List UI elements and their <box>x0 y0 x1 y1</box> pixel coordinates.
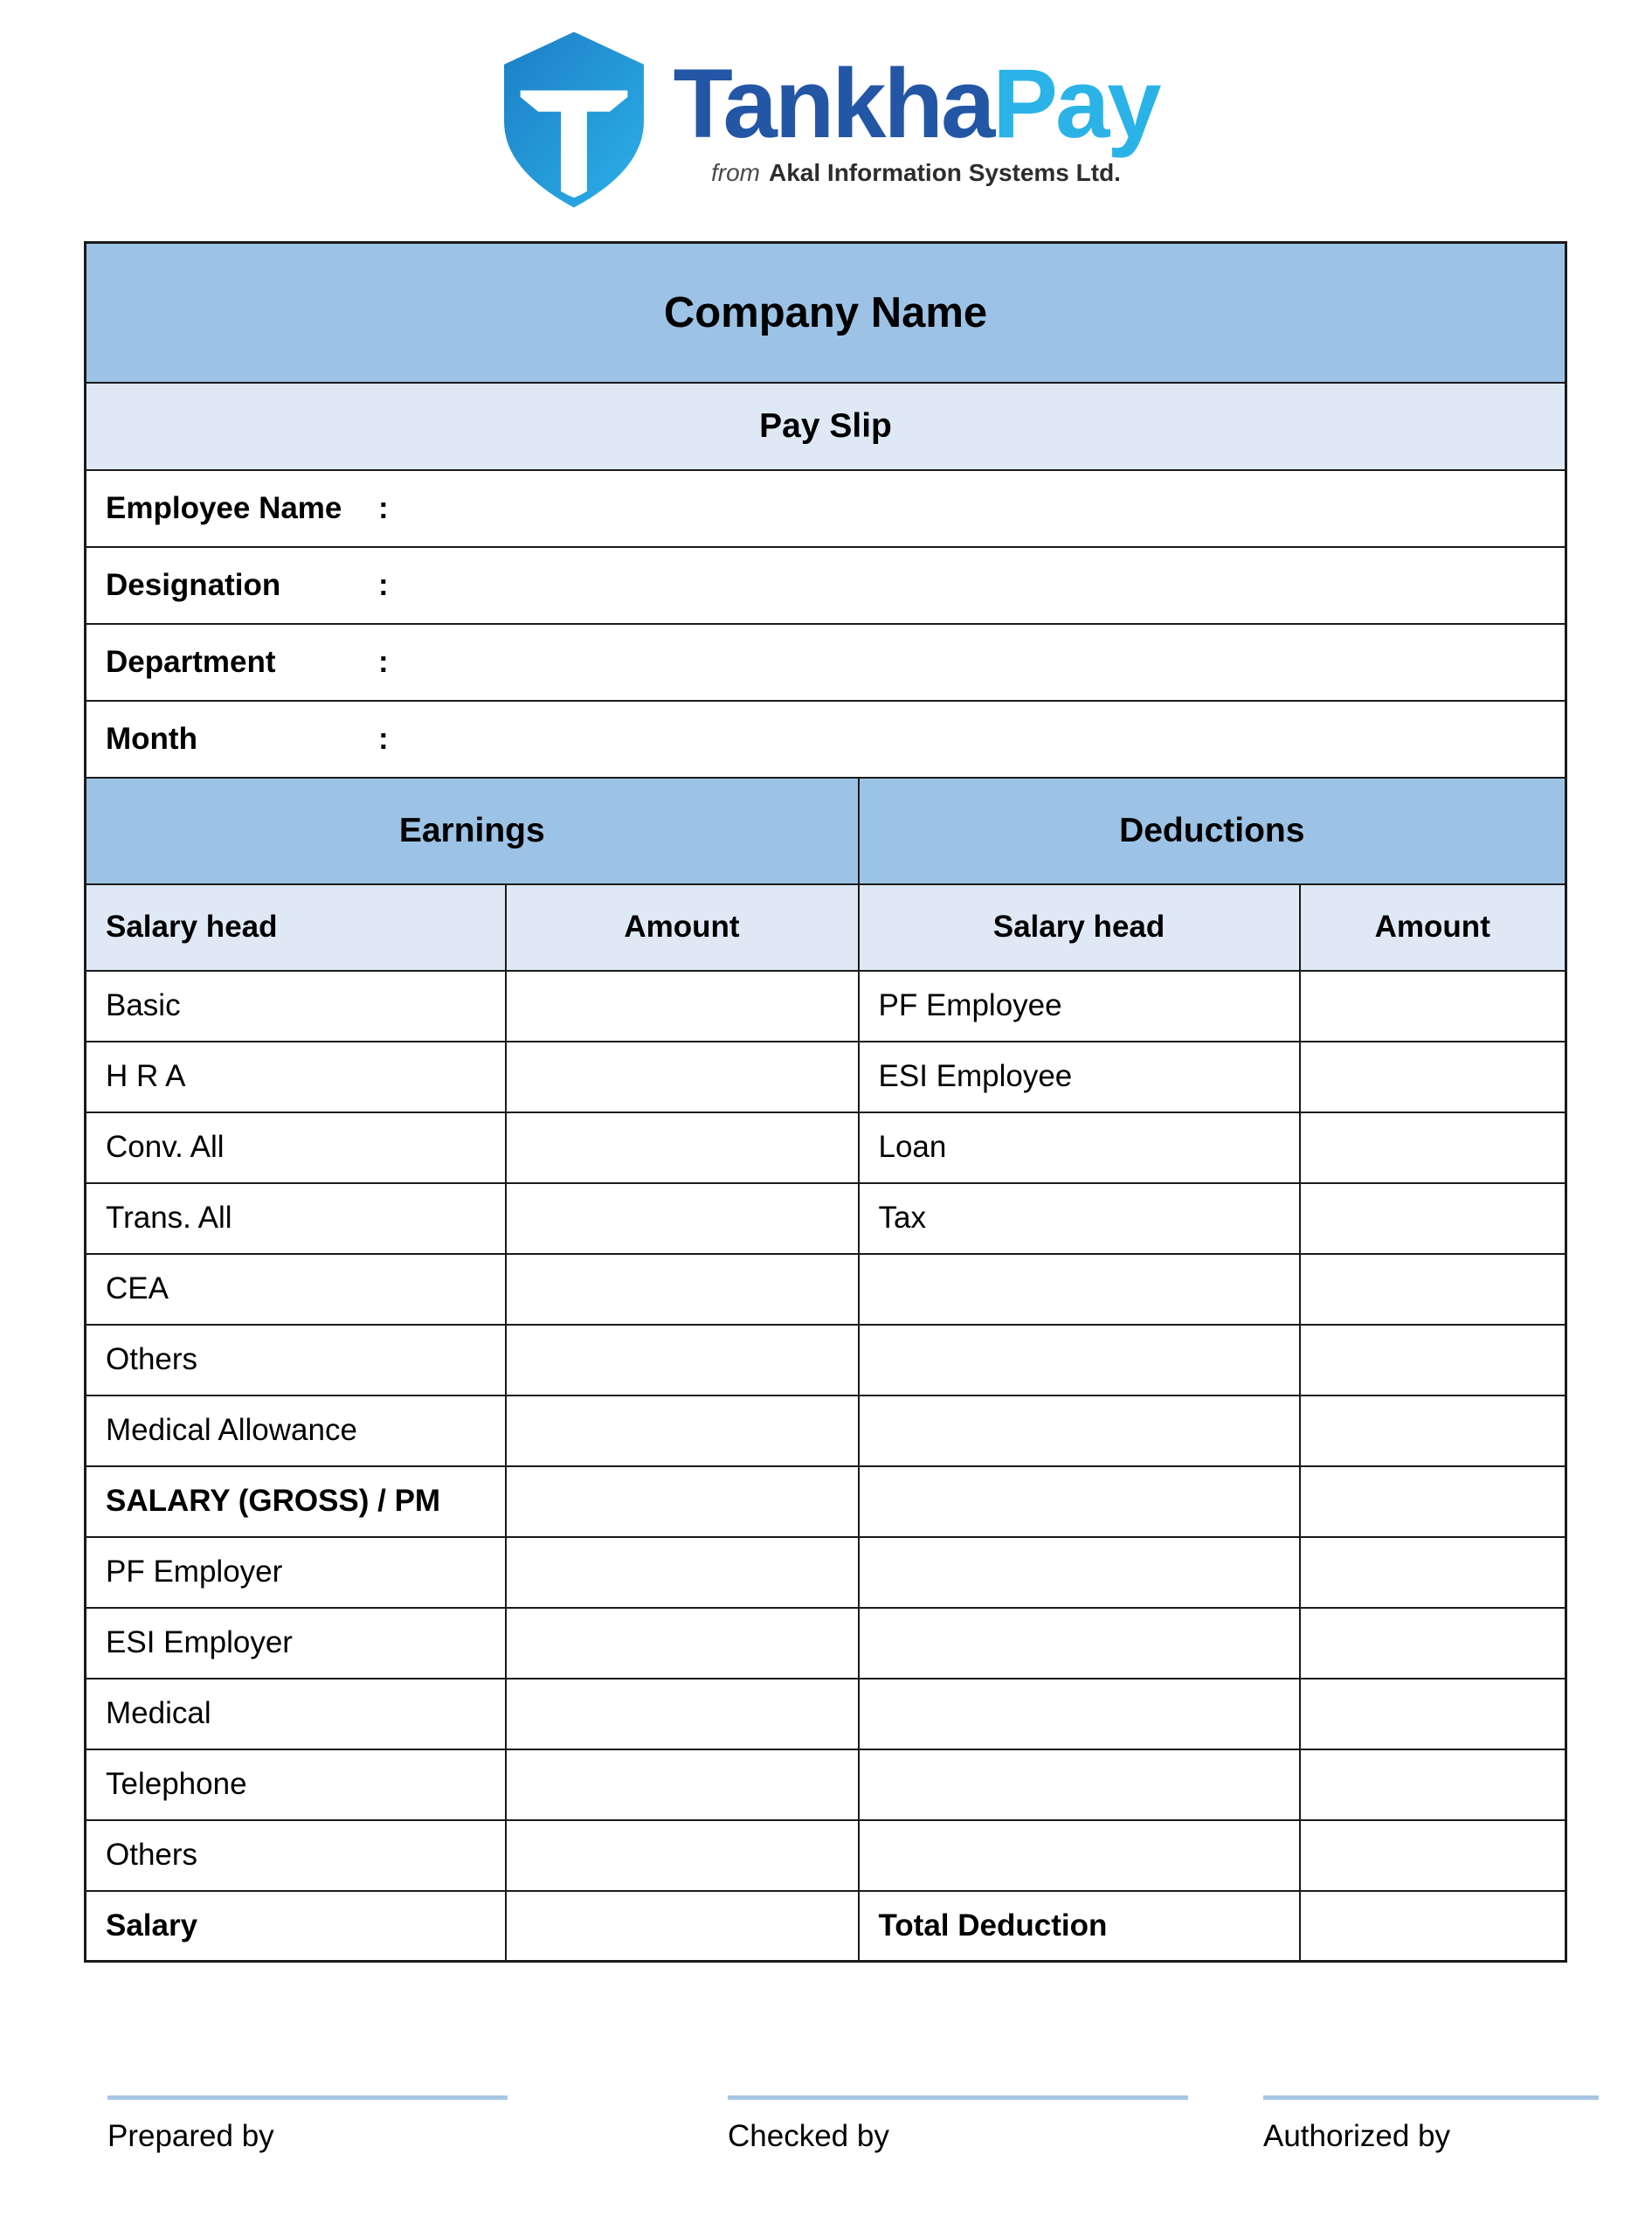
authorized-by-label: Authorized by <box>1263 2119 1451 2153</box>
deduction-amount-cell <box>1300 1183 1566 1254</box>
deduction-amount-cell <box>1300 1112 1566 1183</box>
deduction-amount-cell <box>1300 1608 1566 1679</box>
earning-head-cell: Telephone <box>86 1749 506 1820</box>
month-label: Month <box>106 721 197 756</box>
earning-head-cell: Others <box>86 1325 506 1396</box>
earnings-amount-header: Amount <box>506 884 859 971</box>
table-row <box>86 1749 1566 1820</box>
brand-name-secondary: Pay <box>992 49 1159 159</box>
deduction-head-cell <box>859 1325 1300 1396</box>
totals-row <box>86 1891 1566 1962</box>
deduction-amount-cell <box>1300 1466 1566 1537</box>
deduction-head-cell: PF Employee <box>859 971 1300 1042</box>
designation-row <box>86 547 1566 624</box>
table-row <box>86 1183 1566 1254</box>
deduction-head-cell <box>859 1537 1300 1608</box>
table-row <box>86 1325 1566 1396</box>
deduction-head-cell: Tax <box>859 1183 1300 1254</box>
table-row <box>86 1537 1566 1608</box>
earning-amount-cell <box>506 1254 859 1325</box>
deduction-head-cell: Loan <box>859 1112 1300 1183</box>
company-name-title: Company Name <box>86 243 1566 383</box>
checked-by-label: Checked by <box>728 2119 889 2153</box>
employee-name-label: Employee Name <box>106 490 342 525</box>
month-cell <box>86 701 1566 778</box>
brand-wordmark <box>673 49 1159 159</box>
earning-head-cell: PF Employer <box>86 1537 506 1608</box>
table-row <box>86 1042 1566 1112</box>
department-colon: : <box>378 644 389 679</box>
earning-amount-cell <box>506 1679 859 1749</box>
signature-line <box>728 2095 1188 2100</box>
table-row <box>86 1112 1566 1183</box>
signature-block-checked <box>728 2095 1188 2154</box>
table-row <box>86 1608 1566 1679</box>
table-row <box>86 971 1566 1042</box>
tagline-company: Akal Information Systems Ltd. <box>769 158 1121 186</box>
earning-amount-cell <box>506 1042 859 1112</box>
signature-block-prepared <box>107 2095 508 2154</box>
deduction-head-cell <box>859 1820 1300 1891</box>
table-row <box>86 1820 1566 1891</box>
department-label: Department <box>106 644 276 679</box>
month-row <box>86 701 1566 778</box>
earning-head-cell: H R A <box>86 1042 506 1112</box>
total-deduction-amount-cell <box>1300 1891 1566 1962</box>
deductions-amount-header: Amount <box>1300 884 1566 971</box>
earning-amount-cell <box>506 1183 859 1254</box>
signature-line <box>1263 2095 1599 2100</box>
earning-amount-cell <box>506 1396 859 1466</box>
payslip-title: Pay Slip <box>86 383 1566 470</box>
earning-amount-cell <box>506 1820 859 1891</box>
employee-name-row <box>86 470 1566 547</box>
earning-head-cell: Trans. All <box>86 1183 506 1254</box>
earning-amount-cell <box>506 1112 859 1183</box>
designation-label: Designation <box>106 567 281 602</box>
earnings-salary-head-header: Salary head <box>86 884 506 971</box>
earning-head-cell: CEA <box>86 1254 506 1325</box>
department-cell <box>86 624 1566 701</box>
department-row <box>86 624 1566 701</box>
table-row <box>86 1396 1566 1466</box>
deduction-amount-cell <box>1300 1820 1566 1891</box>
company-header-row <box>86 243 1566 383</box>
designation-cell <box>86 547 1566 624</box>
column-header-row <box>86 884 1566 971</box>
brand-name-primary: Tankha <box>673 49 993 159</box>
table-row <box>86 1254 1566 1325</box>
payslip-title-row <box>86 383 1566 470</box>
payslip-table <box>84 241 1567 1963</box>
employee-name-cell <box>86 470 1566 547</box>
deduction-amount-cell <box>1300 1679 1566 1749</box>
deduction-amount-cell <box>1300 1325 1566 1396</box>
table-row <box>86 1466 1566 1537</box>
deduction-head-cell <box>859 1608 1300 1679</box>
signature-block-authorized <box>1263 2095 1599 2154</box>
deduction-head-cell <box>859 1749 1300 1820</box>
earning-head-cell: Medical Allowance <box>86 1396 506 1466</box>
section-header-row <box>86 778 1566 884</box>
tagline-prefix: from <box>711 158 760 186</box>
salary-total-head-cell: Salary <box>86 1891 506 1962</box>
earning-amount-cell <box>506 1325 859 1396</box>
earning-head-cell: Medical <box>86 1679 506 1749</box>
brand-text-block <box>673 49 1159 187</box>
signature-line <box>107 2095 508 2100</box>
table-row <box>86 1679 1566 1749</box>
deduction-amount-cell <box>1300 1537 1566 1608</box>
earning-amount-cell <box>506 971 859 1042</box>
deduction-head-cell <box>859 1396 1300 1466</box>
earning-amount-cell <box>506 1537 859 1608</box>
earning-head-cell: Basic <box>86 971 506 1042</box>
salary-total-amount-cell <box>506 1891 859 1962</box>
earning-amount-cell <box>506 1749 859 1820</box>
deduction-head-cell: ESI Employee <box>859 1042 1300 1112</box>
deduction-amount-cell <box>1300 1042 1566 1112</box>
earning-head-cell: Others <box>86 1820 506 1891</box>
deductions-salary-head-header: Salary head <box>859 884 1300 971</box>
brand-logo <box>0 30 1652 210</box>
deduction-amount-cell <box>1300 971 1566 1042</box>
deductions-section-header: Deductions <box>859 778 1566 884</box>
earning-amount-cell <box>506 1608 859 1679</box>
brand-tagline <box>711 159 1121 187</box>
earnings-section-header: Earnings <box>86 778 859 884</box>
deduction-head-cell <box>859 1254 1300 1325</box>
deduction-amount-cell <box>1300 1396 1566 1466</box>
deduction-amount-cell <box>1300 1254 1566 1325</box>
prepared-by-label: Prepared by <box>107 2119 274 2153</box>
tankhapay-shield-icon <box>493 30 655 210</box>
earning-head-cell: Conv. All <box>86 1112 506 1183</box>
designation-colon: : <box>378 567 389 602</box>
total-deduction-head-cell: Total Deduction <box>859 1891 1300 1962</box>
deduction-amount-cell <box>1300 1749 1566 1820</box>
employee-name-colon: : <box>378 490 389 525</box>
gross-salary-head-cell: SALARY (GROSS) / PM <box>86 1466 506 1537</box>
earning-head-cell: ESI Employer <box>86 1608 506 1679</box>
month-colon: : <box>378 721 389 756</box>
deduction-head-cell <box>859 1679 1300 1749</box>
gross-salary-amount-cell <box>506 1466 859 1537</box>
deduction-head-cell <box>859 1466 1300 1537</box>
